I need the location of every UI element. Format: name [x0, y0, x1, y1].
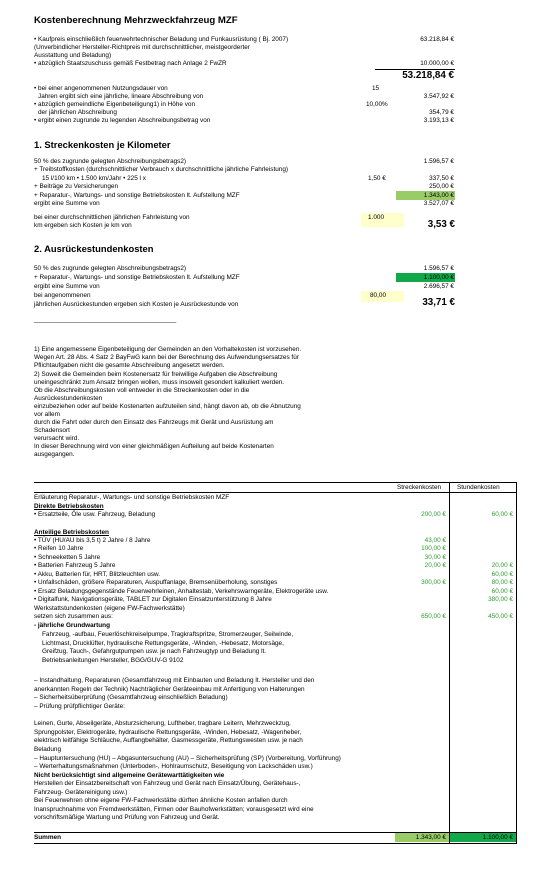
- grundwartung-line: Lichtmast, Drucklüfter, hydraulische Rettungsgeräte, -Winden, -Hebesatz, Motorsäge,: [42, 640, 284, 647]
- instandhaltung-line: – Prüfung prüfpflichtiger Geräte:: [34, 703, 125, 710]
- zuschuss-label: • abzüglich Staatszuschuss gemäß Festbetrag nach Anlage 2 FwZR: [34, 60, 227, 67]
- s2-line-5: jährlichen Ausrückestunden ergeben sich Kosten je Ausrückestunde von: [34, 301, 239, 308]
- s2-hours: 80,00: [370, 292, 386, 299]
- geraete-line: Leinen, Gurte, Abseilgeräte, Absturzsicherung, Luftheber, tragbare Leitern, Mehrzweckzug,: [34, 720, 291, 727]
- eigen-pct: 10,00%: [366, 101, 388, 108]
- table-row-stunden: 380,00 €: [488, 596, 513, 603]
- table-top-rule: [34, 482, 517, 483]
- instandhaltung-line: – Instandhaltung, Reparaturen (Gesamtfahrzeug mit Einbauten und Beladung lt. Hersteller und den: [34, 677, 315, 684]
- footnote-line: 2) Soweit die Gemeinden beim Kostenersatz für freiwillige Aufgaben die Abschreibung: [34, 371, 278, 378]
- s1-line-1: 50 % des zugrunde gelegten Abschreibungsbetrags2): [34, 158, 187, 165]
- nicht-line: Herstellen der Einsatzbereitschaft von Fahrzeug und Gerät nach Einsatz/Übung, Gerätehaus-,: [34, 780, 301, 787]
- s1-value-5: 1.343,00 €: [423, 192, 454, 199]
- table-row: • Batterien Fahrzeug 5 Jahre: [34, 562, 116, 569]
- table-row-strecke: 300,00 €: [421, 579, 446, 586]
- kaufpreis-value: 63.218,84 €: [420, 36, 454, 43]
- betrag-label: • ergibt einen zugrunde zu legenden Abschreibungsbetrag von: [34, 117, 211, 124]
- ersatz-strecke: 200,00 €: [421, 511, 446, 518]
- s1-line-6: ergibt eine Summe von: [34, 200, 100, 207]
- nutzung-value: 3.547,92 €: [423, 93, 454, 100]
- summen-label: Summen: [34, 834, 61, 841]
- kaufpreis-note: (Unverbindlicher Hersteller-Richtpreis mit durchschnittlicher, meistgeorderter: [34, 44, 250, 51]
- footnote-line: Pflichtaufgaben nicht die gesamte Abschreibung angesetzt werden.: [34, 362, 225, 369]
- s1-line-7: bei einer durchschnittlichen jährlichen Fahrleistung von: [34, 214, 190, 221]
- table-bottom-rule: [34, 843, 517, 844]
- footnote-line: durch die Fahrt oder durch den Einsatz des Fahrzeugs mit Gerät und Ausrüstung am: [34, 419, 274, 426]
- page-title: Kostenberechnung Mehrzweckfahrzeug MZF: [34, 15, 238, 26]
- geraete-line: elektrisch leitfähige Schläuche, Auffangbehälter, Gasmessgeräte, Rettungswesten usw. je nach: [34, 737, 303, 744]
- s2-value-1: 1.596,57 €: [423, 265, 454, 272]
- eigen-label-2: der jährlichen Abschreibung: [38, 109, 117, 116]
- table-row: • Schneeketten 5 Jahre: [34, 554, 101, 561]
- table-row: • Digitalfunk, Navigationsgeräte, TABLET zur Digitalen Einsatzunterstützung 8 Jahre: [34, 596, 272, 603]
- footnote-line: Wegen Art. 28 Abs. 4 Satz 2 BayFwG kann bei der Berechnung des Aufwendungsersatzes für: [34, 354, 299, 361]
- table-row: • Reifen 10 Jahre: [34, 545, 84, 552]
- s1-fuel-price: 1,50 €: [368, 175, 386, 182]
- table-row-strecke: 20,00 €: [424, 562, 446, 569]
- nicht-line: Inanspruchnahme von Fremdwerkstätten, Firmen oder Bauhofwerkstätten; vorausgesetzt wird eine: [34, 806, 314, 813]
- grundwartung-line: Fahrzeug, -aufbau, Feuerlöschkreiselpumpe, Tragkraftspritze, Stromerzeuger, Seilwinde,: [42, 631, 294, 638]
- geraete-line: Beladung: [34, 746, 62, 753]
- direkte-heading: Direkte Betriebskosten: [34, 503, 104, 510]
- s1-line-2: + Treibstoffkosten (durchschnittlicher Verbrauch x durchschnittliche jährliche Fahrleistung): [34, 166, 289, 173]
- grundwartung-line: Greifzug, Tauch-, Gefahrgutpumpen usw. je nach Fahrzeugtyp und Beladung lt.: [42, 648, 267, 655]
- s1-value-3: 337,50 €: [429, 175, 454, 182]
- instandhaltung-line: anerkannten Regeln der Technik) Nachträglicher Geräteeinbau mit Anfertigung von Halterungen: [34, 686, 305, 693]
- section-2-heading: 2. Ausrückestundenkosten: [34, 243, 154, 254]
- table-intro: Erläuterung Reparatur-, Wartungs- und sonstige Betriebskosten MZF: [34, 494, 230, 501]
- ersatz-stunden: 60,00 €: [491, 511, 513, 518]
- geraete-line: – Werterhaltungsmaßnahmen (Unterboden-, Hohlraumschutz, Beseitigung von Lackschäden usw.): [34, 763, 313, 770]
- ersatz-label: • Ersatzteile, Öle usw. Fahrzeug, Beladung: [34, 511, 156, 518]
- footnote-line: verursacht wird.: [34, 435, 80, 442]
- footnote-line: In dieser Berechnung wird von einer gleichmäßigen Aufteilung auf beide Kostenarten: [34, 443, 274, 450]
- table-row-stunden: 60,00 €: [491, 571, 513, 578]
- header-rule: [34, 492, 517, 493]
- kaufpreis-note-2: Ausstattung und Beladung): [34, 52, 112, 59]
- table-row-stunden: 80,00 €: [491, 579, 513, 586]
- table-row-strecke: 100,00 €: [421, 545, 446, 552]
- footnote-line: uneingeschränkt zum Ansatz bringen wollen, muss insoweit gesondert kalkuliert werden.: [34, 379, 285, 386]
- geraete-line: Sprungpolster, Elektrogeräte, hydraulische Rettungsgeräte, -Winden, Hebesatz, -Wagenheber,: [34, 729, 302, 736]
- footnote-line: Ausrückestundenkosten: [34, 395, 103, 402]
- anteilige-heading: Anteilige Betriebskosten: [34, 529, 109, 536]
- table-column-divider: [449, 482, 450, 843]
- eigen-label: • abzüglich gemeindliche Eigenbeteiligung1) in Höhe von: [34, 101, 196, 108]
- s1-line-3: 15 l/100 km • 1.500 km/Jahr • 225 l x: [42, 175, 146, 182]
- s1-value-4: 250,00 €: [429, 183, 454, 190]
- s2-value-3: 2.696,57 €: [423, 283, 454, 290]
- nicht-line: Bei Feuerwehren ohne eigene FW-Fachwerkstätte dürften ähnliche Kosten anfallen durch: [34, 797, 288, 804]
- footnote-line: Schadensort: [34, 427, 70, 434]
- betrag-value: 3.193,13 €: [423, 117, 454, 124]
- table-row: • TÜV (HU/AU bis 3,5 t) 2 Jahre / 8 Jahre: [34, 537, 151, 544]
- footnote-line: einzubeziehen oder auf beide Kostenarten aufzuteilen sind, hängt davon ab, ob die Abnutzung: [34, 403, 301, 410]
- nicht-line: vorschriftsmäßige Wartung und Prüfung von Fahrzeug und Gerät.: [34, 814, 220, 821]
- kaufpreis-label: • Kaufpreis einschließlich feuerwehrtechnischer Beladung und Funkausrüstung ( Bj. 2007): [34, 36, 289, 43]
- eigen-value: 354,79 €: [429, 109, 454, 116]
- werkstatt-stunden: 450,00 €: [488, 613, 513, 620]
- section-1-heading: 1. Streckenkosten je Kilometer: [34, 139, 171, 150]
- table-row: • Unfallschäden, größere Reparaturen, Auspuffanlage, Bremsenüberholung, sonstiges: [34, 579, 278, 586]
- table-row-stunden: 60,00 €: [491, 588, 513, 595]
- s1-result: 3,53 €: [427, 219, 455, 230]
- werkstatt-strecke: 650,00 €: [421, 613, 446, 620]
- s2-line-3: ergibt eine Summe von: [34, 283, 100, 290]
- footnote-line: 1) Eine angemessene Eigenbeteiligung der Gemeinden an den Vorhaltekosten ist vorzusehen.: [34, 346, 302, 353]
- footnote-line: ausgegangen.: [34, 451, 75, 458]
- s2-line-4: bei angenommenen: [34, 292, 91, 299]
- s1-line-5: + Reparatur-, Wartungs- und sonstige Betriebskosten lt. Aufstellung MZF: [34, 192, 240, 199]
- footnote-line: vor allem: [34, 411, 60, 418]
- zuschuss-value: 10.000,00 €: [420, 60, 454, 67]
- s1-line-8: km ergeben sich Kosten je km von: [34, 222, 132, 229]
- s2-line-2: + Reparatur-, Wartungs- und sonstige Betriebskosten lt. Aufstellung MZF: [34, 274, 240, 281]
- grundwartung-heading: - jährliche Grundwartung: [34, 622, 110, 629]
- divider-line: ________________________________________: [34, 316, 177, 323]
- nutzung-label-2: Jahren ergibt sich eine jährliche, lineare Abschreibung von: [38, 93, 204, 100]
- table-row-stunden: 20,00 €: [491, 562, 513, 569]
- s2-line-1: 50 % des zugrunde gelegten Abschreibungsbetrags2): [34, 265, 187, 272]
- s1-km: 1.000: [368, 214, 384, 221]
- s1-value-1: 1.596,57 €: [423, 158, 454, 165]
- instandhaltung-line: – Sicherheitsüberprüfung (Gesamtfahrzeug einschließlich Beladung): [34, 694, 228, 701]
- table-row: • Akku, Batterien für, HRT, Blitzleuchten usw.: [34, 571, 161, 578]
- footnote-line: Ob die Abschreibungskosten voll entweder in die Streckenkosten oder in die: [34, 387, 250, 394]
- column-header-strecke: Streckenkosten: [397, 484, 442, 491]
- column-header-stunden: Stundenkosten: [457, 484, 500, 491]
- summen-stunden: 1.100,00 €: [482, 834, 513, 841]
- s1-value-6: 3.527,07 €: [423, 200, 454, 207]
- s2-result: 33,71 €: [422, 297, 455, 308]
- table-row-strecke: 43,00 €: [424, 537, 446, 544]
- table-right-border: [516, 482, 517, 843]
- nicht-line: Fahrzeug- Gerätereinigung usw.): [34, 789, 128, 796]
- summen-strecke: 1.343,00 €: [415, 834, 446, 841]
- werkstatt-label-2: setzen sich zusammen aus:: [34, 613, 113, 620]
- grundwartung-line: Betriebsanleitungen Hersteller, BGG/GUV-G 9102: [42, 657, 184, 664]
- table-row-strecke: 30,00 €: [424, 554, 446, 561]
- werkstatt-label: Werkstattstundenkosten (eigene FW-Fachwerkstätte): [34, 605, 185, 612]
- geraete-line: – Hauptuntersuchung (HU) – Abgasuntersuchung (AU) – Sicherheitsprüfung (SP) (Vorbereitung, Vorführung): [34, 755, 341, 762]
- s2-value-2: 1.100,00 €: [423, 274, 454, 281]
- nutzung-years: 15: [372, 85, 380, 92]
- s1-line-4: + Beiträge zu Versicherungen: [34, 183, 119, 190]
- nutzung-label: • bei einer angenommenen Nutzungsdauer von: [34, 85, 168, 92]
- nicht-heading: Nicht berücksichtigt sind allgemeine Gerätewarttätigkeiten wie: [34, 772, 225, 779]
- subtotal-value: 53.218,84 €: [402, 70, 454, 81]
- table-row: • Ersatz Beladungsgegenstände Feuerwehrleinen, Anhaltestab, Verkehrswarngeräte, Elektrogeräte usw.: [34, 588, 329, 595]
